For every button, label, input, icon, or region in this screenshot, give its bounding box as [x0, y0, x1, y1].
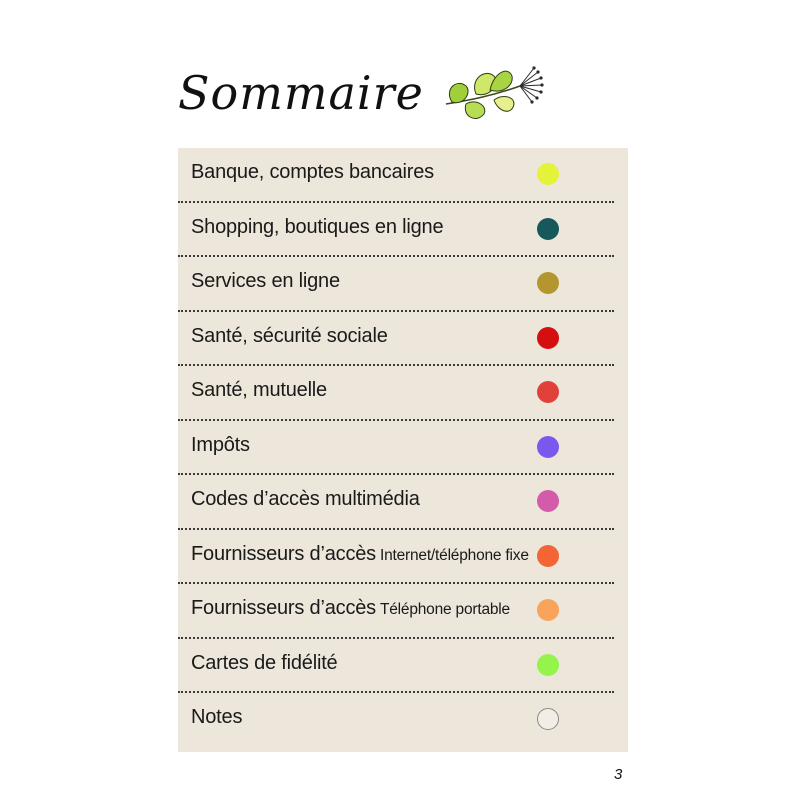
toc-item-label: Impôts — [191, 433, 250, 456]
toc-item[interactable] — [178, 421, 628, 476]
toc-item-sublabel: Internet/téléphone fixe — [379, 546, 529, 564]
toc-item[interactable] — [178, 203, 628, 258]
header — [178, 60, 546, 126]
toc-item-label: Cartes de fidélité — [191, 651, 338, 674]
toc-item-label: Santé, sécurité sociale — [191, 324, 388, 347]
toc-item[interactable] — [178, 530, 628, 585]
toc-item-label: Shopping, boutiques en ligne — [191, 215, 444, 238]
toc-item[interactable] — [178, 257, 628, 312]
color-dot — [537, 708, 559, 730]
toc-item-label: Santé, mutuelle — [191, 379, 327, 401]
toc-item-label: Services en ligne — [191, 270, 340, 292]
toc-item-label: Notes — [191, 706, 243, 728]
color-dot — [537, 163, 559, 185]
color-dot — [537, 490, 559, 512]
color-dot — [537, 654, 559, 676]
toc-item[interactable] — [178, 148, 628, 203]
toc-item[interactable] — [178, 693, 628, 748]
color-dot — [537, 599, 559, 621]
page-number: 3 — [614, 766, 623, 783]
toc-item-label: Fournisseurs d’accès — [191, 542, 376, 565]
color-dot — [537, 381, 559, 403]
toc-item[interactable] — [178, 312, 628, 367]
color-dot — [537, 545, 559, 567]
toc-item[interactable] — [178, 639, 628, 694]
toc-item-label: Codes d’accès multimédia — [191, 488, 420, 510]
leaf-branch-icon — [442, 60, 546, 126]
color-dot — [537, 218, 559, 240]
toc-item[interactable] — [178, 366, 628, 421]
color-dot — [537, 327, 559, 349]
page-title: Sommaire — [178, 66, 424, 120]
toc-item-label: Banque, comptes bancaires — [191, 161, 434, 183]
color-dot — [537, 272, 559, 294]
toc-item-label: Fournisseurs d’accès — [191, 597, 376, 619]
toc-item[interactable] — [178, 584, 628, 639]
toc-item[interactable] — [178, 475, 628, 530]
toc-item-sublabel: Téléphone portable — [379, 601, 510, 618]
table-of-contents — [178, 148, 628, 752]
color-dot — [537, 436, 559, 458]
